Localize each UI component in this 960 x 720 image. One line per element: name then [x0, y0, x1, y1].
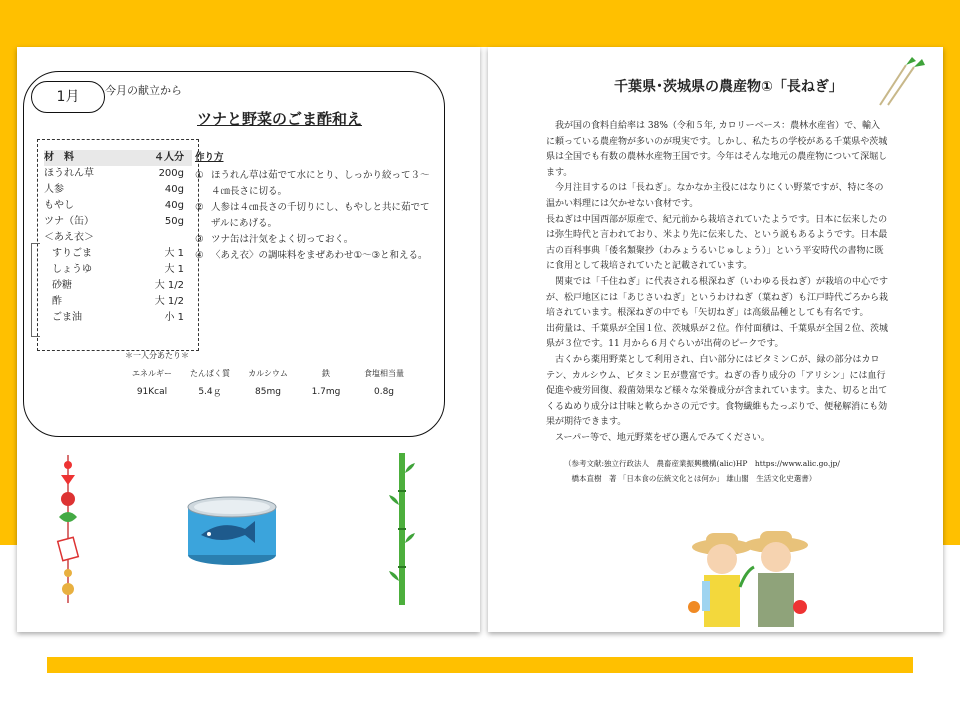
farmers-illustration-icon [684, 527, 810, 629]
instructions [195, 150, 433, 264]
ingredient-name: ＜あえ衣＞ [44, 232, 94, 243]
nutrition-value: 1.7mg [311, 387, 341, 397]
instructions-title: 作り方 [195, 152, 224, 163]
article-body [546, 119, 888, 446]
ingredient-row [44, 262, 192, 278]
ingredient-qty: 大 1/2 [154, 280, 184, 291]
nutrition-label: たんぱく質 [190, 369, 230, 378]
ingredient-row [44, 294, 192, 310]
step-text: ほうれん草は茹でて水にとり、しっかり絞って３～４㎝長さに切る。 [211, 170, 430, 197]
ingredient-name: 砂糖 [52, 280, 72, 291]
ingredient-row [44, 198, 192, 214]
ingredient-qty: 40g [164, 200, 184, 211]
reference-line: 橋本直樹 著 「日本食の伝統文化とは何か」 雄山閣 生活文化史選書） [571, 474, 817, 483]
article-paragraph: スーパー等で、地元野菜をぜひ選んでみてください。 [555, 432, 770, 443]
reference-line: （参考文献:独立行政法人 農畜産業振興機構(alic)HP https://www.alic.go.jp/ [564, 459, 840, 468]
nutrition-label: エネルギー [132, 369, 172, 378]
article-title: 千葉県･茨城県の農産物①「長ねぎ」 [614, 79, 843, 95]
instruction-step [195, 168, 433, 200]
step-text: 〈あえ衣〉の調味料をまぜあわせ①～③と和える。 [211, 250, 428, 261]
nutrition-table [123, 365, 413, 401]
article-paragraph: 今月注目するのは「長ねぎ」。なかなか主役にはなりにくい野菜ですが、特に冬の温かい料理には欠かせない食材です。 [546, 183, 884, 209]
green-onion-icon [876, 57, 926, 107]
article-paragraph: 我が国の食料自給率は 38%（令和５年, カロリーベース：農林水産省）で、輸入に頼っている農産物が多いのが現実です。しかし、私たちの学校がある千葉県や茨城県は全国でも有数の農林水産物王国です。今年はそんな地元の農産物について深堀します。 [546, 121, 888, 178]
instruction-step [195, 248, 433, 264]
ingredient-name: 酢 [52, 296, 62, 307]
article-paragraph: 出荷量は、千葉県が全国１位、茨城県が２位。作付面積は、千葉県が全国２位、茨城県が３位です。11 月から６月ぐらいが出荷のピークです。 [546, 323, 889, 350]
nutrition-value: 85mg [255, 387, 281, 397]
ingredient-row [44, 214, 192, 230]
references [564, 456, 904, 486]
nutrition-label: 鉄 [322, 369, 330, 378]
ingredient-name: ごま油 [52, 312, 82, 323]
ingredient-name: ほうれん草 [44, 168, 94, 179]
step-number: ② [195, 202, 204, 213]
right-page [488, 47, 943, 632]
ingredient-qty: 大 1 [164, 248, 184, 259]
nutrition-label: カルシウム [248, 369, 288, 378]
ingredient-qty: 200g [158, 168, 184, 179]
ingredient-row [44, 310, 192, 326]
tuna-can-icon [187, 495, 277, 567]
new-year-ornament-icon [53, 455, 83, 605]
ingredient-row [44, 166, 192, 182]
ingredient-row [44, 278, 192, 294]
step-number: ④ [195, 250, 204, 261]
ingredient-name: 人参 [44, 184, 64, 195]
right-accent-band [943, 47, 960, 545]
recipe-title: ツナと野菜のごま酢和え [197, 110, 363, 128]
top-accent-band [0, 0, 960, 47]
ingredient-qty: 50g [164, 216, 184, 227]
step-text: ツナ缶は汁気をよく切っておく。 [211, 234, 354, 245]
left-accent-band [0, 47, 17, 545]
ingredient-name: すりごま [52, 248, 92, 259]
instruction-step [195, 200, 433, 232]
nutrition-title: ＊一人分あたり＊ [125, 351, 189, 360]
ingredient-qty: 大 1/2 [154, 296, 184, 307]
ingredient-name: もやし [44, 200, 74, 211]
nutrition-value: 91Kcal [136, 387, 168, 397]
step-text: 人参は４㎝長さの千切りにし、もやしと共に茹でてザルにあげる。 [211, 202, 430, 229]
instruction-step [195, 232, 433, 248]
ingredients-box [37, 139, 199, 351]
ingredient-qty: 40g [164, 184, 184, 195]
ingredient-row [44, 246, 192, 262]
article-paragraph: 長ねぎは中国西部が原産で、紀元前から栽培されていたようです。日本に伝来したのは弥生時代と言われており、米より先に伝来した、という説もあるようです。日本最古の百科事典「倭名類聚抄（わみょうるいじゅしょう）」という平安時代の書物に既に食用として栽培されていたと記載されています。 [546, 214, 888, 272]
ingredient-row [44, 150, 192, 166]
from-menu-label: 今月の献立から [105, 84, 182, 97]
step-number: ① [195, 170, 204, 181]
ingredient-qty: 大 1 [164, 264, 184, 275]
nutrition-value: 0.8g [373, 387, 395, 397]
ingredient-name: 材 料 [44, 152, 74, 163]
article-paragraph: 関東では「千住ねぎ」に代表される根深ねぎ（いわゆる長ねぎ）が栽培の中心ですが、松戸地区には「あじさいねぎ」というわけねぎ（葉ねぎ）も江戸時代ごろから栽培されています。根深ねぎの中でも「矢切ねぎ」は高級品種としても有名です。 [546, 276, 889, 319]
month-badge: 1月 [31, 81, 105, 113]
ingredient-qty: ４人分 [154, 152, 184, 163]
ingredient-row [44, 182, 192, 198]
ingredient-row [44, 230, 192, 246]
nutrition-label: 食塩相当量 [364, 369, 404, 378]
nutrition-value: 5.4ｇ [198, 387, 222, 397]
ingredient-name: しょうゆ [52, 264, 92, 275]
bottom-accent-band [47, 657, 913, 673]
ingredient-qty: 小 1 [164, 312, 184, 323]
left-page [17, 47, 480, 632]
step-number: ③ [195, 234, 204, 245]
bamboo-icon [389, 453, 415, 607]
seasoning-bracket [31, 243, 40, 337]
ingredient-name: ツナ（缶） [44, 216, 94, 227]
ingredient-qty [184, 230, 192, 246]
article-paragraph: 古くから薬用野菜として利用され、白い部分にはビタミンＣが、緑の部分はカロテン、カルシウム、ビタミンＥが豊富です。ねぎの香り成分の「アリシン」には血行促進や疲労回復、殺菌効果など様々な栄養成分が含まれています。また、切ると出てくるぬめり成分は甘味と軟らかさの元です。食物繊維もたっぷりで、便秘解消にも効果が期待できます。 [546, 354, 888, 428]
